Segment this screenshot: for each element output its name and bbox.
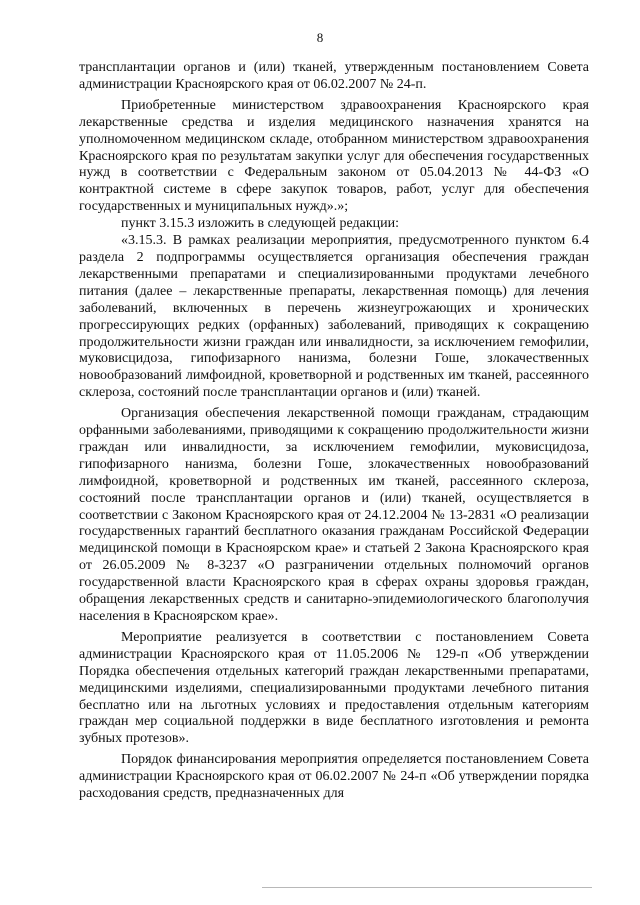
page-number: 8 (316, 30, 324, 45)
paragraph-7: Порядок финансирования мероприятия определяется постановлением Совета администрации Красноярского края от 06.02.2007 № 24-п «Об утверждении порядка расходования средств, предназначенных для (79, 752, 589, 802)
document-body (79, 60, 589, 803)
paragraph-2: Приобретенные министерством здравоохранения Красноярского края лекарственные средства и изделия медицинского назначения хранятся на уполномоченном медицинском складе, отобранном министерством здравоохранения Красноярского края по результатам закупки услуг для обеспечения государственных нужд в соответствии с Федеральным законом от 05.04.2013 № 44-ФЗ «О контрактной системе в сфере закупок товаров, работ, услуг для обеспечения государственных и муниципальных нужд».»; (79, 97, 589, 215)
footer-divider (262, 887, 592, 888)
paragraph-1: трансплантации органов и (или) тканей, утвержденным постановлением Совета администрации Красноярского края от 06.02.2007 № 24-п. (79, 60, 589, 92)
paragraph-6: Мероприятие реализуется в соответствии с постановлением Совета администрации Красноярского края от 11.05.2006 № 129-п «Об утверждении Порядка обеспечения отдельных категорий граждан лекарственными препаратами, медицинскими изделиями, специализированными продуктами лечебного питания бесплатно или на льготных условиях и предоставления отдельным категориям граждан мер социальной поддержки в виде бесплатного изготовления и ремонта зубных протезов». (79, 629, 589, 747)
paragraph-4: «3.15.3. В рамках реализации мероприятия, предусмотренного пунктом 6.4 раздела 2 подпрограммы осуществляется организация обеспечения граждан лекарственными препаратами и специализированными продуктами лечебного питания (далее – лекарственные препараты, лекарственная помощь) для лечения заболеваний, включенных в перечень жизнеугрожающих и хронических прогрессирующих редких (орфанных) заболеваний, приводящих к сокращению продолжительности жизни граждан или инвалидности, за исключением гемофилии, муковисцидоза, гипофизарного нанизма, болезни Гоше, злокачественных новообразований лимфоидной, кроветворной и родственных им тканей, рассеянного склероза, состояний после трансплантации органов и (или) тканей. (79, 233, 589, 401)
paragraph-5: Организация обеспечения лекарственной помощи гражданам, страдающим орфанными заболеваниями, приводящими к сокращению продолжительности жизни граждан или инвалидности, за исключением гемофилии, муковисцидоза, гипофизарного нанизма, болезни Гоше, злокачественных новообразований лимфоидной, кроветворной и родственных им тканей, рассеянного склероза, состояний после трансплантации органов и (или) тканей, осуществляется в соответствии с Законом Красноярского края от 24.12.2004 № 13-2831 «О реализации государственных гарантий бесплатного оказания гражданам Российской Федерации медицинской помощи в Красноярском крае» и статьей 2 Закона Красноярского края от 26.05.2009 № 8-3237 «О разграничении отдельных полномочий органов государственной власти Красноярского края в сферах охраны здоровья граждан, обращения лекарственных средств и санитарно-эпидемиологического благополучия населения в Красноярском крае». (79, 406, 589, 624)
paragraph-3: пункт 3.15.3 изложить в следующей редакции: (121, 216, 399, 232)
